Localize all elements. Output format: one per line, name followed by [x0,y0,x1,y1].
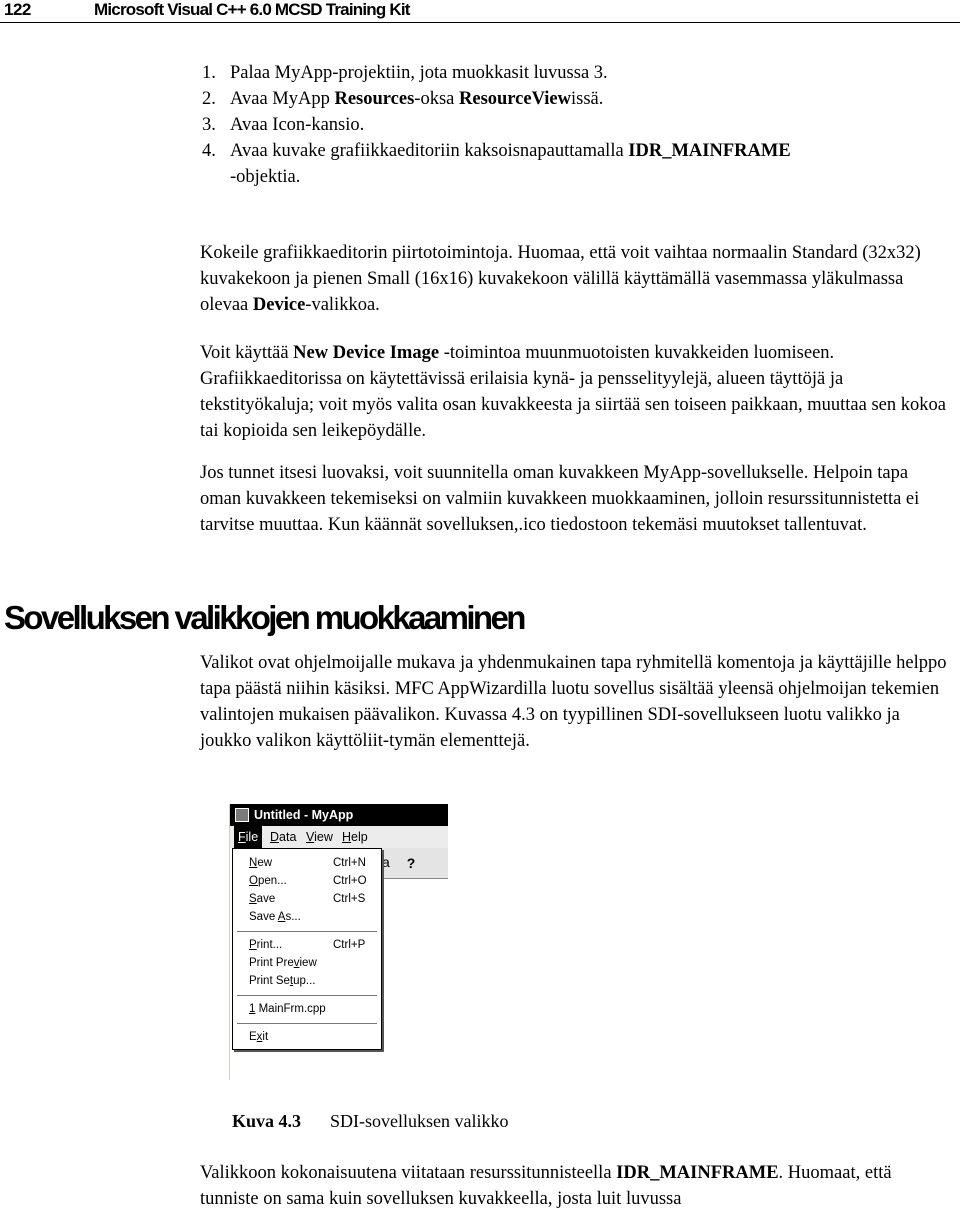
figure-caption-label: Kuva 4.3 [232,1111,302,1131]
menu-separator [237,995,377,996]
shortcut-open: Ctrl+O [333,875,367,887]
page-number: 122 [4,0,31,19]
menu-separator [237,1023,377,1024]
menu-item-print-setup[interactable]: Print Setup... [249,975,316,987]
menu-item-recent-file[interactable]: 1 MainFrm.cpp [249,1003,326,1015]
figure-screenshot [229,804,448,1080]
toolbar [380,848,448,879]
menu-item-open[interactable]: Open... [249,875,287,887]
menu-separator [237,931,377,932]
menu-item-new[interactable]: New [249,857,273,869]
menu-help[interactable]: Help [342,830,368,844]
shortcut-new: Ctrl+N [333,857,366,869]
window-titlebar [230,804,448,826]
menu-data[interactable]: Data [270,830,297,844]
step-item: 4. Avaa kuvake grafiikkaeditoriin kaksoisnapauttamalla IDR_MAINFRAME -objektia. [202,141,791,187]
paragraph-menus: Valikot ovat ohjelmoijalle mukava ja yhdenmukainen tapa ryhmitellä komentoja ja käyttäjille helppo tapa päästä niihin käsiksi. MFC AppWizardilla luotu sovellus sisältää yleensä ohjelmoijan tekemien valintojen mukaisen päävalikon. Kuvassa 4.3 on tyypillinen SDI-sovellukseen luotu valikko ja joukko valikon käyttöliit-tymän elementtejä. [200,653,947,751]
app-icon [235,808,249,822]
step-list [200,60,950,190]
shortcut-print: Ctrl+P [333,939,366,951]
book-title: Microsoft Visual C++ 6.0 MCSD Training Kit [94,0,410,19]
menu-item-print[interactable]: Print... [249,939,283,951]
paragraph-new-device-image: Voit käyttää New Device Image -toimintoa muunmuotoisten kuvakkeiden luomiseen. Grafiikkaeditorissa on käytettävissä erilaisia kynä- ja pensselityylejä, alueen täyttöjä ja tekstityökaluja; voit myös valita osan kuvakkeesta ja siirtää sen toiseen paikkaan, muuttaa sen kokoa tai kopioida sen leikepöydälle. [200,343,946,441]
menu-view[interactable]: View [306,830,333,844]
menu-file[interactable]: File [234,826,262,848]
section-heading: Sovelluksen valikkojen muokkaaminen [4,599,524,636]
menu-item-save[interactable]: Save [249,893,276,905]
paragraph-own-icon: Jos tunnet itsesi luovaksi, voit suunnitella oman kuvakkeen MyApp-sovellukselle. Helpoin tapa oman kuvakkeen tekemiseksi on valmiin kuvakkeen muokkaaminen, jolloin resurssitunnistetta ei tarvitse muuttaa. Kun käännät sovelluksen,.ico tiedostoon tekemäsi muutokset tallentuvat. [200,463,920,535]
running-header [0,0,960,23]
toolbar-glyph: a [382,854,390,870]
file-menu-dropdown [232,848,382,1050]
paragraph-idr-mainframe: Valikkoon kokonaisuutena viitataan resurssitunnisteella IDR_MAINFRAME. Huomaat, että tunniste on sama kuin sovelluksen kuvakkeella, josta luit luvussa [200,1163,892,1209]
step-item: 2. Avaa MyApp Resources-oksa ResourceViewissä. [202,89,604,109]
question-mark-icon[interactable]: ? [406,855,416,871]
menu-item-print-preview[interactable]: Print Preview [249,957,317,969]
figure-caption-text: SDI-sovelluksen valikko [330,1111,509,1131]
step-item: 1. Palaa MyApp-projektiin, jota muokkasit luvussa 3. [202,63,608,83]
window-title: Untitled - MyApp [254,808,354,822]
menu-item-save-as[interactable]: Save As... [249,911,301,923]
shortcut-save: Ctrl+S [333,893,366,905]
menu-bar [230,826,448,848]
menu-item-exit[interactable]: Exit [249,1031,269,1043]
step-item: 3. Avaa Icon-kansio. [202,115,365,135]
paragraph-graphics-tools: Kokeile grafiikkaeditorin piirtotoimintoja. Huomaa, että voit vaihtaa normaalin Standard (32x32) kuvakekoon ja pienen Small (16x16) kuvakekoon välillä käyttämällä vasemmassa yläkulmassa olevaa Device-valikkoa. [200,243,921,315]
